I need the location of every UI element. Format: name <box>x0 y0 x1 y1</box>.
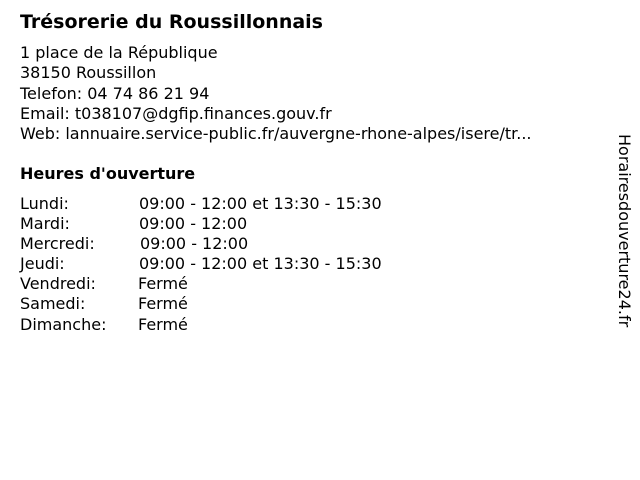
day-hours: 09:00 - 12:00 <box>140 234 249 254</box>
day-label: Mercredi: <box>20 234 95 254</box>
day-label: Lundi: <box>20 194 69 213</box>
site-watermark: Horairesdouverture24.fr <box>615 134 634 328</box>
day-label: Mardi: <box>20 214 70 234</box>
page-title: Trésorerie du Roussillonnais <box>20 11 323 33</box>
day-label: Vendredi: <box>20 274 96 294</box>
phone-number: Telefon: 04 74 86 21 94 <box>20 83 210 103</box>
day-hours: 09:00 - 12:00 <box>139 214 248 234</box>
day-hours: 09:00 - 12:00 et 13:30 - 15:30 <box>139 194 382 213</box>
website-url: Web: lannuaire.service-public.fr/auvergne-rhone-alpes/isere/tr... <box>20 124 532 144</box>
day-label: Jeudi: <box>20 254 65 274</box>
day-hours: 09:00 - 12:00 et 13:30 - 15:30 <box>139 254 382 274</box>
day-hours: Fermé <box>138 314 188 334</box>
contact-block <box>20 43 532 144</box>
address-line-1: 1 place de la République <box>20 43 218 62</box>
address-line-2: 38150 Roussillon <box>20 63 157 83</box>
day-label: Dimanche: <box>20 314 107 334</box>
email-address: Email: t038107@dgfip.finances.gouv.fr <box>20 103 332 123</box>
day-label: Samedi: <box>20 294 86 314</box>
hours-heading: Heures d'ouverture <box>20 164 196 183</box>
day-hours: Fermé <box>138 294 188 314</box>
day-hours: Fermé <box>138 274 188 294</box>
